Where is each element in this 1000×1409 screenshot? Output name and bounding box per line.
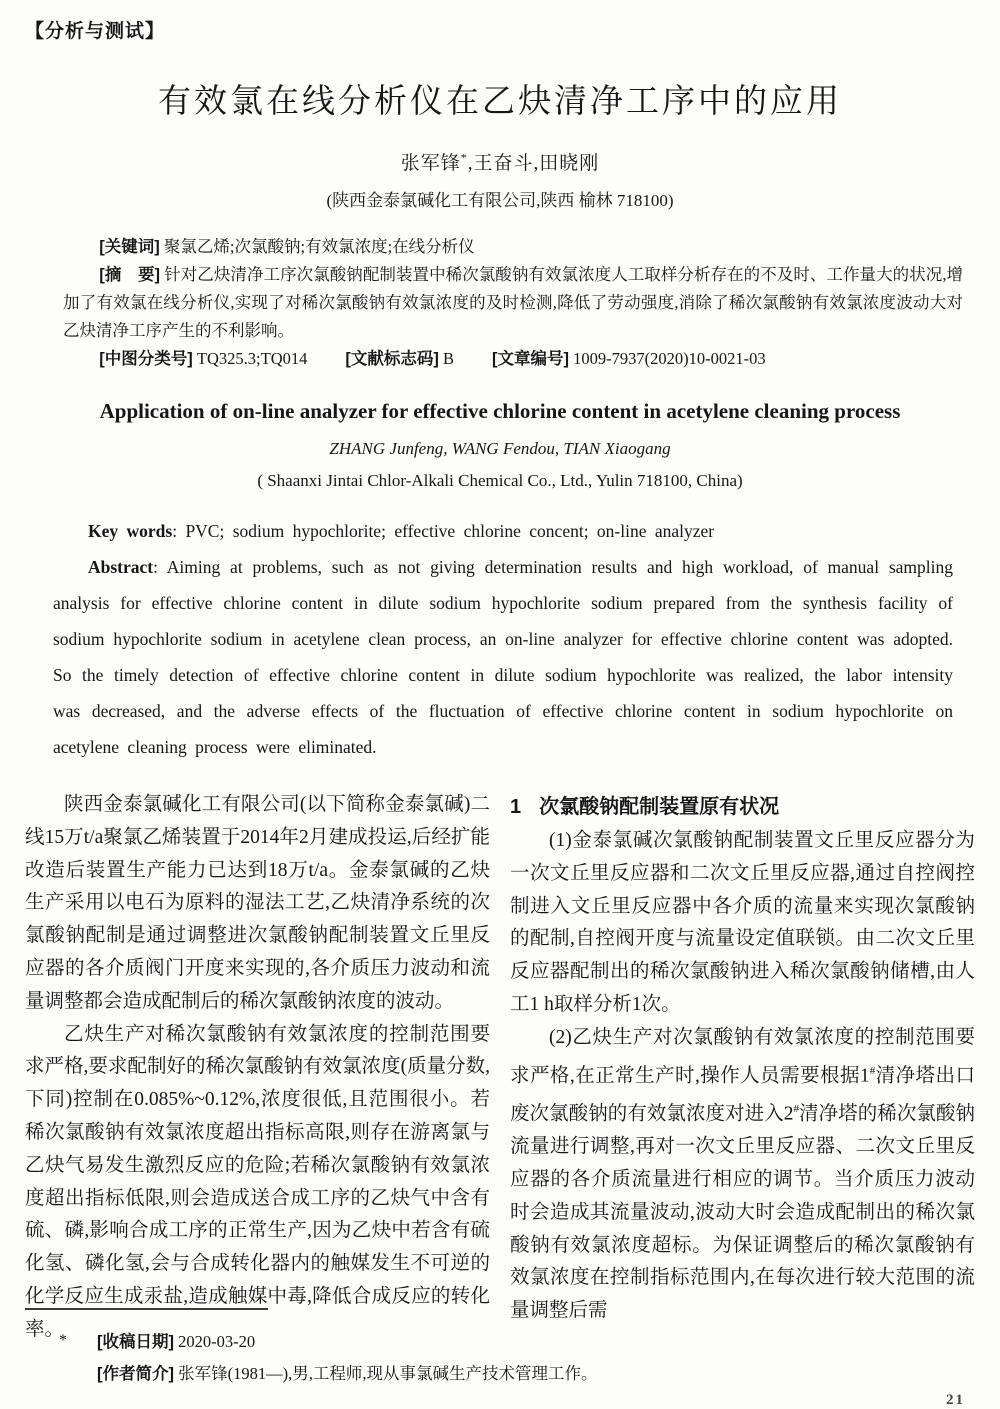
paragraph-item-2-part-b: 清净塔出口废次氯酸钠的有效氯浓度对进入2 [510, 1065, 975, 1125]
body-left-column [25, 789, 490, 1347]
abstract-text: 针对乙炔清净工序次氯酸钠配制装置中稀次氯酸钠有效氯浓度人工取样分析存在的不及时、工作量大的状况,增加了有效氯在线分析仪,实现了对稀次氯酸钠有效氯浓度的及时检测,降低了劳动强度,消除了稀次氯酸钠有效氯浓度波动大对乙炔清净工序产生的不利影响。 [63, 265, 963, 340]
section-heading-number: 1 [510, 796, 522, 818]
english-keywords-line [53, 513, 953, 549]
paragraph-intro: 陕西金泰氯碱化工有限公司(以下简称金泰氯碱)二线15万t/a聚氯乙烯装置于2014年2月建成投运,后经扩能改造后装置生产能力已达到18万t/a。金泰氯碱的乙炔生产采用以电石为原料的湿法工艺,乙炔清净系统的次氯酸钠配制是通过调整进次氯酸钠配制装置文丘里反应器的各介质阀门开度来实现的,各介质压力波动和流量调整都会造成配制后的稀次氯酸钠浓度的波动。 [25, 794, 490, 1012]
article-id-item [492, 349, 766, 368]
article-title: 有效氯在线分析仪在乙炔清净工序中的应用 [158, 84, 842, 120]
clc-label: [中图分类号] [99, 350, 193, 368]
paragraph-item-1: (1)金泰氯碱次氯酸钠配制装置文丘里反应器分为一次文丘里反应器和二次文丘里反应器,通过自控阀控制进入文丘里反应器中各介质的流量来实现次氯酸钠的配制,自控阀开度与流量设定值联锁。由二次文丘里反应器配制出的稀次氯酸钠进入稀次氯酸钠储槽,由人工1 h取样分析1次。 [510, 830, 975, 1015]
footnote-rule [25, 1308, 268, 1310]
english-abstract-paragraph [53, 549, 953, 765]
section-heading-text: 次氯酸钠配制装置原有状况 [539, 796, 780, 818]
section-heading-1 [510, 789, 975, 825]
clc-value: TQ325.3;TQ014 [192, 349, 308, 368]
footnote-star: * [59, 1332, 67, 1349]
author-bio-label: [作者简介] [97, 1365, 174, 1383]
received-date-line [25, 1326, 975, 1358]
author-bio-line [25, 1358, 975, 1390]
article-id-label: [文章编号] [492, 350, 570, 368]
authors-rest: ,王奋斗,田晓刚 [467, 153, 600, 174]
keywords-text: 聚氯乙烯;次氯酸钠;有效氯浓度;在线分析仪 [159, 237, 475, 256]
clc-item [99, 349, 307, 368]
received-date-label: [收稿日期] [97, 1333, 174, 1351]
paragraph-control-range: 乙炔生产对稀次氯酸钠有效氯浓度的控制范围要求严格,要求配制好的稀次氯酸钠有效氯浓度(质量分数,下同)控制在0.085%~0.12%,浓度很低,且范围很小。若稀次氯酸钠有效氯浓度超出指标高限,则存在游离氯与乙炔气易发生激烈反应的危险;若稀次氯酸钠有效氯浓度超出指标低限,则会造成送合成工序的乙炔气中含有硫、磷,影响合成工序的正常生产,因为乙炔中若含有硫化氢、磷化氢,会与合成转化器内的触媒发生不可逆的化学反应生成汞盐,造成触媒中毒,降低合成反应的转化率。 [25, 1023, 490, 1340]
english-meta-block [53, 513, 953, 765]
paragraph-item-2 [510, 1022, 975, 1328]
doc-code-item [345, 349, 454, 368]
keywords-line [63, 233, 963, 261]
article-id-value: 1009-7937(2020)10-0021-03 [569, 349, 766, 368]
author-first: 张军锋 [400, 153, 461, 174]
doc-code-value: B [438, 349, 455, 368]
page-number-partial: 21 [946, 1392, 965, 1408]
author-asterisk: * [460, 150, 468, 165]
keywords-label: [关键词] [99, 238, 160, 256]
english-affiliation: ( Shaanxi Jintai Chlor-Alkali Chemical Co., Ltd., Yulin 718100, China) [257, 471, 743, 490]
english-abstract-text: : Aiming at problems, such as not giving determination results and high workload, of manual sampling analysis for effective chlorine content in dilute sodium hypochlorite sodium prepared from the synthesis facility of sodium hypochlorite sodium in acetylene clean process, an on-line analyzer for effective chlorine content was adopted. So the timely detection of effective chlorine content in dilute sodium hypochlorite was realized, the labor intensity was decreased, and the adverse effects of the fluctuation of effective chlorine content in sodium hypochlorite on acetylene cleaning process were eliminated. [53, 557, 953, 757]
doc-code-label: [文献标志码] [345, 350, 439, 368]
body-right-column [510, 789, 975, 1347]
authors-line [25, 148, 975, 175]
affiliation: (陕西金泰氯碱化工有限公司,陕西 榆林 718100) [326, 191, 674, 210]
english-abstract-label: Abstract [88, 557, 154, 577]
abstract-paragraph [63, 261, 963, 345]
chinese-meta-block [63, 233, 963, 373]
english-authors: ZHANG Junfeng, WANG Fendou, TIAN Xiaogang [329, 439, 671, 458]
english-keywords-text: : PVC; sodium hypochlorite; effective chlorine concent; on-line analyzer [172, 521, 715, 541]
abstract-label: [摘 要] [99, 266, 161, 284]
superscript-hash-1: # [869, 1064, 876, 1077]
received-date-value: 2020-03-20 [174, 1332, 256, 1351]
footnote-block [25, 1308, 975, 1390]
section-tag: 【分析与测试】 [25, 21, 166, 42]
superscript-hash-2: # [793, 1102, 799, 1115]
english-title: Application of on-line analyzer for effective chlorine content in acetylene cleaning process [99, 399, 901, 423]
classification-line [63, 345, 963, 373]
paragraph-item-2-part-a: (2)乙炔生产对次氯酸钠有效氯浓度的控制范围要求严格,在正常生产时,操作人员需要根据1 [510, 1026, 975, 1087]
author-bio-text: 张军锋(1981—),男,工程师,现从事氯碱生产技术管理工作。 [174, 1364, 598, 1383]
english-keywords-label: Key words [88, 521, 173, 541]
paragraph-item-2-part-c: 清净塔的稀次氯酸钠流量进行调整,再对一次文丘里反应器、二次文丘里反应器的各介质流量进行相应的调节。当介质压力波动时会造成其流量波动,波动大时会造成配制出的稀次氯酸钠有效氯浓度超标。为保证调整后的稀次氯酸钠有效氯浓度在控制指标范围内,在每次进行较大范围的流量调整后需 [510, 1103, 975, 1322]
body-columns [25, 789, 975, 1347]
